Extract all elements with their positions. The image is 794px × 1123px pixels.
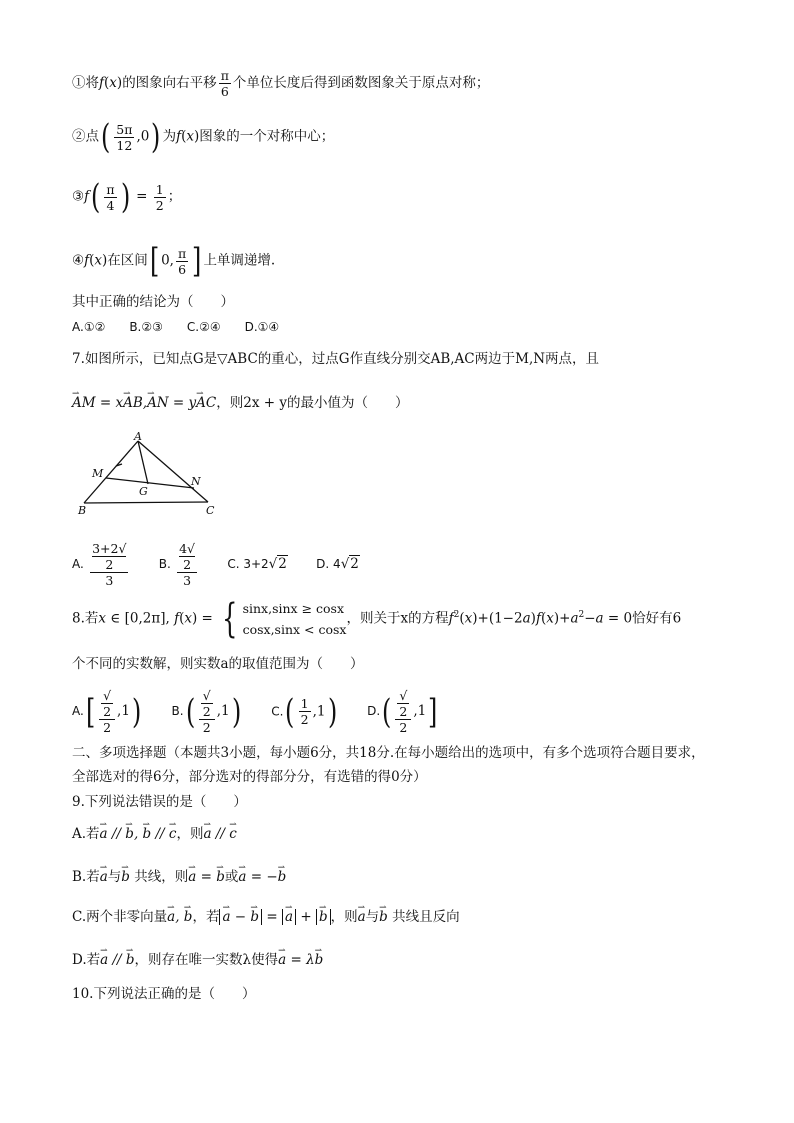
- text: 共线，则: [134, 869, 189, 885]
- option-b: B.( √ 2 2 ,1): [171, 688, 241, 735]
- option-a: A. 3+2√ 2 3: [72, 541, 127, 588]
- case-1: sinx,sinx ≥ cosx: [242, 601, 345, 616]
- text: C.两个非零向量: [72, 909, 168, 925]
- text: 上单调递增.: [203, 252, 276, 269]
- text: 或: [224, 869, 239, 885]
- q6-statement-2: ②点( $\frac{5\pi}{12}$ ,0) 为f(x)图象的一个对称中心；: [72, 117, 335, 157]
- label-a: A: [134, 430, 142, 443]
- q8-options: [72, 688, 464, 735]
- option-d: D.①④: [244, 320, 280, 334]
- q9-title: 9.下列说法错误的是（ ）: [72, 794, 247, 810]
- q7-options: [72, 541, 384, 588]
- q9-option-b: B.若⇀ a与⇀ b 共线，则⇀ a = ⇀ b或⇀ a = −⇀ b: [72, 867, 286, 887]
- option-b: B.②③: [129, 320, 163, 334]
- option-d: D. 4√2: [316, 556, 359, 572]
- text: ①将: [72, 75, 99, 91]
- q6-statement-1: ①将f(x)的图象向右平移 $\frac{\pi}{6}$ 个单位长度后得到函数图象关于原点对称；: [72, 68, 490, 99]
- text: 共线且反向: [392, 909, 460, 925]
- label-c: C: [206, 504, 215, 517]
- text: ，则: [330, 909, 358, 925]
- q9-option-d: D.若⇀ a // ⇀ b，则存在唯一实数λ使得⇀ a = λ⇀ b: [72, 950, 323, 970]
- option-b: B. 4√ 2 3: [158, 541, 196, 588]
- option-a: A.①②: [72, 320, 106, 334]
- text: ，则关于x的方程: [346, 610, 449, 627]
- text: ，则: [176, 826, 204, 842]
- q7-question-line-1: 7.如图所示，已知点G是▽ABC的重心，过点G作直线分别交AB,AC两边于M,N两点，且: [72, 351, 600, 367]
- text: 图象的一个对称中心；: [199, 128, 335, 145]
- text: ，则2x + y的最小值为（ ）: [216, 395, 409, 411]
- option-c: C.②④: [186, 320, 221, 334]
- text: 在区间: [107, 252, 148, 269]
- label-m: M: [92, 467, 104, 480]
- option-c: C.( $\frac{1}{2}$ ,1): [271, 691, 337, 732]
- fraction: $\frac{\pi}{6}$: [177, 245, 187, 277]
- fraction: $\frac{1}{2}$: [155, 181, 164, 213]
- section-2-line-1: 二、多项选择题（本题共3小题，每小题6分，共18分.在每小题给出的选项中，有多个选项符合题目要求，: [72, 745, 705, 761]
- q10-title: 10.下列说法正确的是（ ）: [72, 986, 256, 1002]
- text: 8.若: [72, 610, 99, 627]
- q6-prompt: 其中正确的结论为（ ）: [72, 294, 234, 310]
- text: 个单位长度后得到函数图象关于原点对称；: [232, 75, 490, 91]
- text: ；: [167, 188, 182, 205]
- text: D.若: [72, 952, 101, 968]
- text: ④: [72, 252, 85, 269]
- q6-options: [72, 317, 303, 337]
- fraction: $\frac{\pi}{4}$: [106, 181, 115, 213]
- text: ②点: [72, 128, 99, 145]
- case-2: cosx,sinx < cosx: [242, 622, 347, 637]
- text: ，则存在唯一实数λ使得: [134, 952, 279, 968]
- label-n: N: [191, 475, 201, 488]
- option-d: D.( √ 2 2 ,1]: [367, 688, 438, 735]
- text: ③: [72, 188, 85, 205]
- text: 的图象向右平移: [122, 75, 217, 91]
- q9-option-c: C.两个非零向量⇀ a, ⇀ b，若⇀ a − ⇀ b = ⇀ a + ⇀ b ，则⇀ a与⇀ b 共线且反向: [72, 907, 460, 927]
- fraction: $\frac{\pi}{6}$: [220, 68, 229, 99]
- label-g: G: [139, 485, 148, 498]
- text: 为: [162, 128, 177, 145]
- text: 与: [365, 909, 380, 925]
- q8-question-line-1: 8.若x ∈ [0,2π], f(x) = { sinx,sinx ≥ cosx cosx,sinx < cosx，则关于x的方程$f^2(x)+(1-2a)f(x)+a^2-a = 0$恰好有6: [72, 596, 682, 642]
- option-a: A.[ √ 2 2 ,1): [72, 688, 142, 735]
- section-2-line-2: 全部选对的得6分，部分选对的得部分分，有选错的得0分）: [72, 769, 427, 785]
- q6-statement-3: ③f( $\frac{\pi}{4}$ ) = $\frac{1}{2}$ ；: [72, 177, 182, 217]
- q7-question-line-2: ⇀ AM = x⇀ AB,⇀ AN = y⇀ AC，则2x + y的最小值为（ ）: [72, 393, 408, 413]
- q8-question-line-2: 个不同的实数解，则实数a的取值范围为（ ）: [72, 656, 364, 672]
- text: 恰好有6: [632, 610, 682, 627]
- q6-statement-4: ④f(x)在区间[ 0, $\frac{\pi}{6}$ ] 上单调递增.: [72, 241, 276, 281]
- label-b: B: [78, 504, 87, 517]
- option-c: C. 3+2√2: [227, 556, 287, 572]
- fraction: $\frac{5\pi}{12}$: [116, 121, 133, 153]
- triangle-figure: [72, 428, 232, 518]
- text: B.若: [72, 869, 100, 885]
- text: A.若: [72, 826, 100, 842]
- text: 与: [107, 869, 122, 885]
- q9-option-a: A.若⇀ a // ⇀ b, ⇀ b // ⇀ c，则⇀ a // ⇀ c: [72, 824, 237, 844]
- text: ，若: [192, 909, 220, 925]
